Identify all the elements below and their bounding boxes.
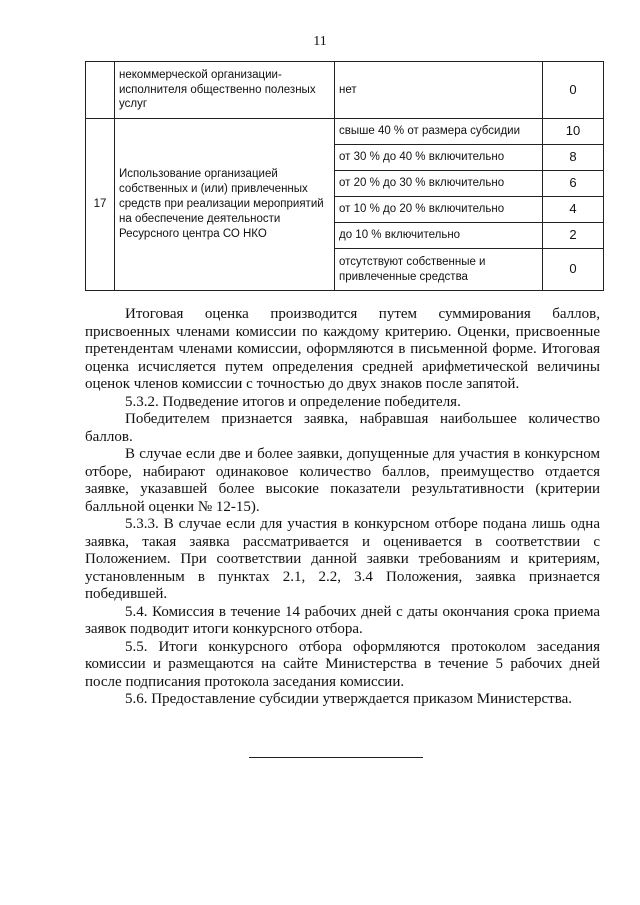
option-cell: до 10 % включительно	[335, 223, 543, 249]
score-cell: 4	[543, 197, 604, 223]
score-cell: 0	[543, 62, 604, 119]
paragraph-5-3-2: 5.3.2. Подведение итогов и определение победителя.	[125, 393, 461, 410]
criterion-number-cell	[86, 62, 115, 119]
option-cell: от 20 % до 30 % включительно	[335, 171, 543, 197]
paragraph-final-score: Итоговая оценка производится путем суммирования баллов, присвоенных членами комиссии по каждому критерию. Оценки, присвоенные претендентам членами комиссии, оформляются в письменной форме. Итоговая оценка исчисляется путем определения средней арифметической величины оценок членов комиссии с точностью до двух знаков после запятой.	[85, 306, 600, 392]
score-cell: 10	[543, 119, 604, 145]
score-cell: 8	[543, 145, 604, 171]
table-row	[86, 119, 604, 145]
page-number: 11	[313, 34, 327, 49]
criterion-number-cell: 17	[86, 119, 115, 291]
score-cell: 2	[543, 223, 604, 249]
option-cell: отсутствуют собственные и привлеченные средства	[335, 249, 543, 291]
option-cell: от 30 % до 40 % включительно	[335, 145, 543, 171]
paragraph-5-3-3: 5.3.3. В случае если для участия в конкурсном отборе подана лишь одна заявка, такая заявка рассматривается и оценивается в соответствии с Положением. При соответствии данной заявки требованиям и критериям, установленным в пунктах 2.1, 2.2, 3.4 Положения, заявка признается победившей.	[85, 516, 600, 602]
score-cell: 6	[543, 171, 604, 197]
score-cell: 0	[543, 249, 604, 291]
option-cell: нет	[335, 62, 543, 119]
paragraph-5-5: 5.5. Итоги конкурсного отбора оформляются протоколом заседания комиссии и размещаются на сайте Министерства в течение 5 рабочих дней после подписания протокола заседания комиссии.	[85, 638, 600, 690]
criterion-cell: некоммерческой организации-исполнителя общественно полезных услуг	[115, 62, 335, 119]
paragraph-5-6: 5.6. Предоставление субсидии утверждается приказом Министерства.	[125, 691, 573, 707]
table-row	[86, 62, 604, 119]
paragraph-tie: В случае если две и более заявки, допущенные для участия в конкурсном отборе, набирают одинаковое количество баллов, преимущество отдается заявке, указавшей более высокие показатели результативности (критерии балльной оценки № 12-15).	[85, 446, 600, 515]
closing-rule	[249, 757, 423, 758]
body-text	[85, 306, 600, 709]
criteria-table	[85, 61, 604, 291]
paragraph-winner: Победителем признается заявка, набравшая наибольшее количество баллов.	[85, 411, 600, 445]
criterion-cell: Использование организацией собственных и (или) привлеченных средств при реализации мероприятий на обеспечение деятельности Ресурсного центра СО НКО	[115, 119, 335, 291]
option-cell: от 10 % до 20 % включительно	[335, 197, 543, 223]
paragraph-5-4: 5.4. Комиссия в течение 14 рабочих дней с даты окончания срока приема заявок подводит итоги конкурсного отбора.	[85, 603, 600, 637]
option-cell: свыше 40 % от размера субсидии	[335, 119, 543, 145]
